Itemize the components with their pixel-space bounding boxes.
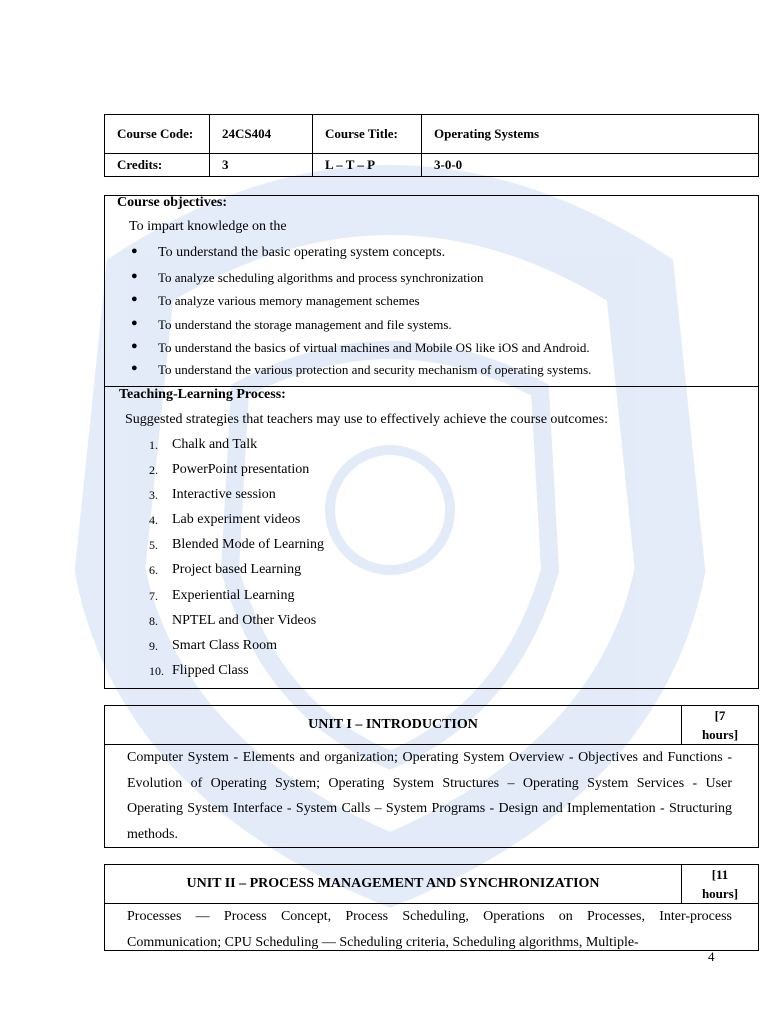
bullet-icon: ● bbox=[131, 270, 138, 282]
bullet-icon: ● bbox=[131, 245, 138, 257]
unit-1-hours: [7 hours] bbox=[701, 708, 739, 742]
objective-item: ● To understand the basics of virtual machines and Mobile OS like iOS and Android. bbox=[131, 340, 590, 355]
credits-label: Credits: bbox=[105, 154, 210, 177]
unit-2-body: Processes — Process Concept, Process Scheduling, Operations on Processes, Inter-process Communication; CPU Scheduling — Scheduling criteria, Scheduling algorithms, Multiple- bbox=[104, 904, 759, 951]
teaching-item: 7. Experiential Learning bbox=[149, 588, 295, 603]
ltp-label: L – T – P bbox=[313, 154, 422, 177]
teaching-item: 6. Project based Learning bbox=[149, 562, 302, 577]
teaching-item: 8. NPTEL and Other Videos bbox=[149, 613, 317, 628]
objectives-intro: To impart knowledge on the bbox=[129, 219, 287, 234]
unit-1-body: Computer System - Elements and organization; Operating System Overview - Objectives and Functions - Evolution of Operating System; Operating System Structures – Operating System Services - User Operating System Interface - System Calls – System Programs - Design and Implementation - Structuring methods. bbox=[104, 745, 759, 848]
teaching-item: 1. Chalk and Talk bbox=[149, 437, 258, 452]
course-code-label: Course Code: bbox=[105, 115, 210, 154]
teaching-item: 9. Smart Class Room bbox=[149, 638, 278, 653]
bullet-icon: ● bbox=[131, 317, 138, 329]
unit-2-section bbox=[104, 864, 759, 951]
objective-item: ● To analyze scheduling algorithms and process synchronization bbox=[131, 270, 484, 285]
objective-item: ● To understand the basic operating system concepts. bbox=[131, 245, 446, 260]
teaching-heading: Teaching-Learning Process: bbox=[119, 387, 286, 402]
bullet-icon: ● bbox=[131, 340, 138, 352]
unit-2-header bbox=[104, 864, 759, 904]
bullet-icon: ● bbox=[131, 293, 138, 305]
course-title-value: Operating Systems bbox=[422, 115, 759, 154]
unit-1-section bbox=[104, 705, 759, 848]
objectives-heading: Course objectives: bbox=[117, 195, 228, 210]
course-info-table bbox=[104, 114, 759, 177]
bullet-icon: ● bbox=[131, 362, 138, 374]
unit-1-title: UNIT I – INTRODUCTION bbox=[105, 706, 682, 744]
course-title-label: Course Title: bbox=[313, 115, 422, 154]
unit-2-hours: [11 hours] bbox=[701, 867, 739, 901]
teaching-intro: Suggested strategies that teachers may use to effectively achieve the course outcomes: bbox=[125, 412, 608, 427]
course-code-value: 24CS404 bbox=[210, 115, 313, 154]
objective-item: ● To understand the various protection and security mechanism of operating systems. bbox=[131, 362, 592, 377]
teaching-item: 4. Lab experiment videos bbox=[149, 512, 301, 527]
page-number: 4 bbox=[708, 949, 715, 964]
unit-1-header bbox=[104, 705, 759, 745]
teaching-item: 3. Interactive session bbox=[149, 487, 276, 502]
credits-value: 3 bbox=[210, 154, 313, 177]
teaching-item: 2. PowerPoint presentation bbox=[149, 462, 310, 477]
teaching-item: 10. Flipped Class bbox=[149, 663, 249, 678]
ltp-value: 3-0-0 bbox=[422, 154, 759, 177]
unit-2-title: UNIT II – PROCESS MANAGEMENT AND SYNCHRONIZATION bbox=[105, 865, 682, 903]
objective-item: ● To understand the storage management and file systems. bbox=[131, 317, 452, 332]
teaching-item: 5. Blended Mode of Learning bbox=[149, 537, 325, 552]
objective-item: ● To analyze various memory management schemes bbox=[131, 293, 420, 308]
